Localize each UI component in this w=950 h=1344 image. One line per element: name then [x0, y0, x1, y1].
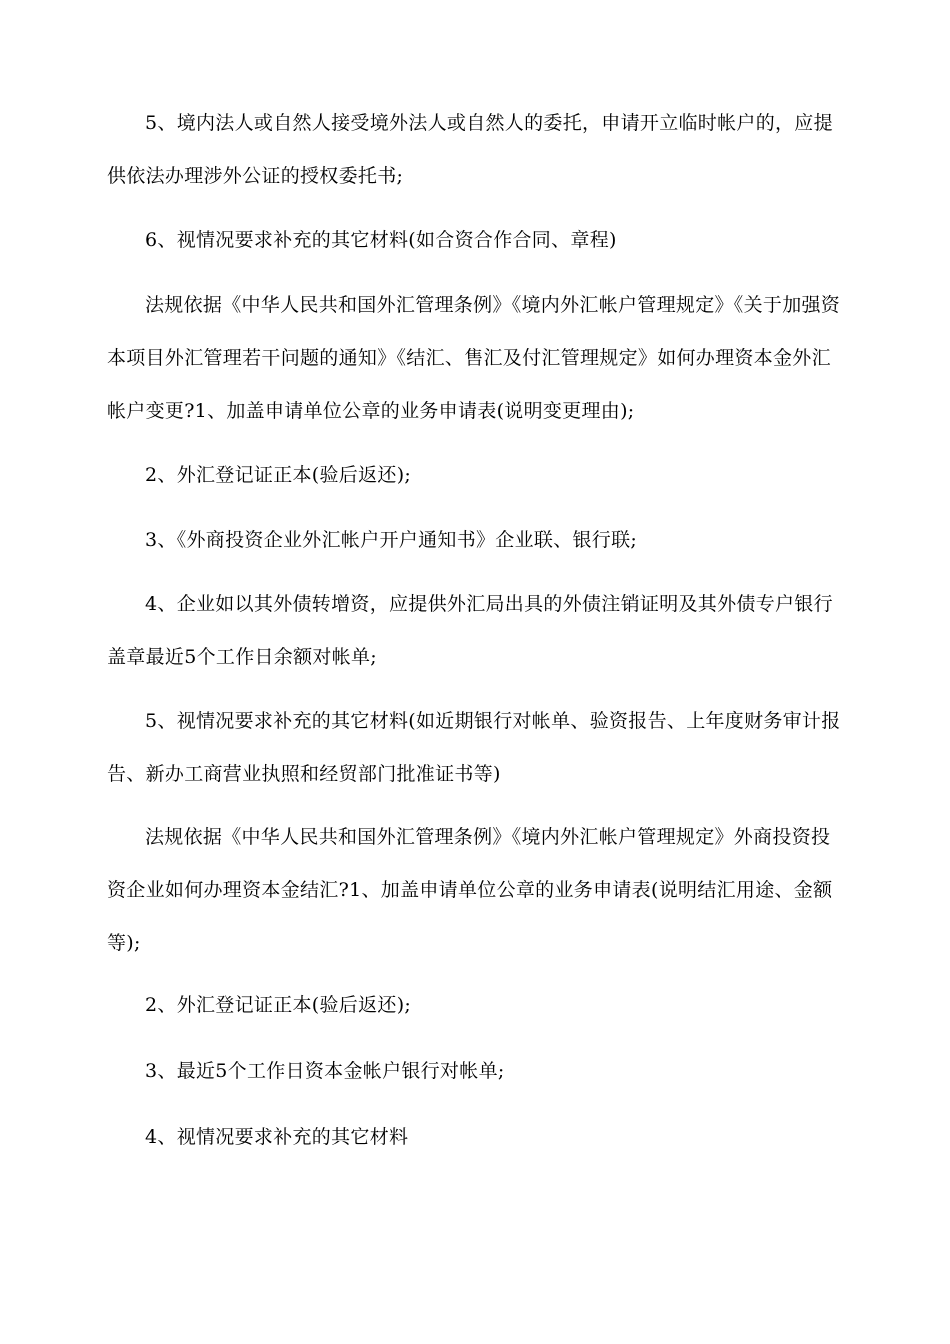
- paragraph-legal-basis-account-change: 法规依据《中华人民共和国外汇管理条例》《境内外汇帐户管理规定》《关于加强资本项目外汇管理若干问题的通知》《结汇、售汇及付汇管理规定》如何办理资本金外汇帐户变更?1、加盖申请单位公章的业务申请表(说明变更理由);: [107, 294, 841, 422]
- paragraph-item-3-account-notice: 3、《外商投资企业外汇帐户开户通知书》企业联、银行联;: [145, 529, 638, 551]
- paragraph-item-3-bank-statement: 3、最近5个工作日资本金帐户银行对帐单;: [145, 1060, 505, 1082]
- paragraph-item-5-temporary-account: 5、境内法人或自然人接受境外法人或自然人的委托，申请开立临时帐户的，应提供依法办理涉外公证的授权委托书;: [107, 112, 833, 187]
- paragraph-item-6-other-materials: 6、视情况要求补充的其它材料(如合资合作合同、章程): [145, 229, 617, 251]
- paragraph-item-2-registration-certificate-again: 2、外汇登记证正本(验后返还);: [145, 994, 412, 1016]
- paragraph-item-2-registration-certificate: 2、外汇登记证正本(验后返还);: [145, 464, 412, 486]
- paragraph-item-4-foreign-debt: 4、企业如以其外债转增资，应提供外汇局出具的外债注销证明及其外债专户银行盖章最近5个工作日余额对帐单;: [107, 593, 833, 668]
- paragraph-legal-basis-capital-settlement: 法规依据《中华人民共和国外汇管理条例》《境内外汇帐户管理规定》外商投资投资企业如何办理资本金结汇?1、加盖申请单位公章的业务申请表(说明结汇用途、金额等);: [107, 826, 833, 954]
- paragraph-item-4-other-materials: 4、视情况要求补充的其它材料: [145, 1126, 409, 1148]
- paragraph-item-5-other-materials: 5、视情况要求补充的其它材料(如近期银行对帐单、验资报告、上年度财务审计报告、新办工商营业执照和经贸部门批准证书等): [107, 710, 841, 785]
